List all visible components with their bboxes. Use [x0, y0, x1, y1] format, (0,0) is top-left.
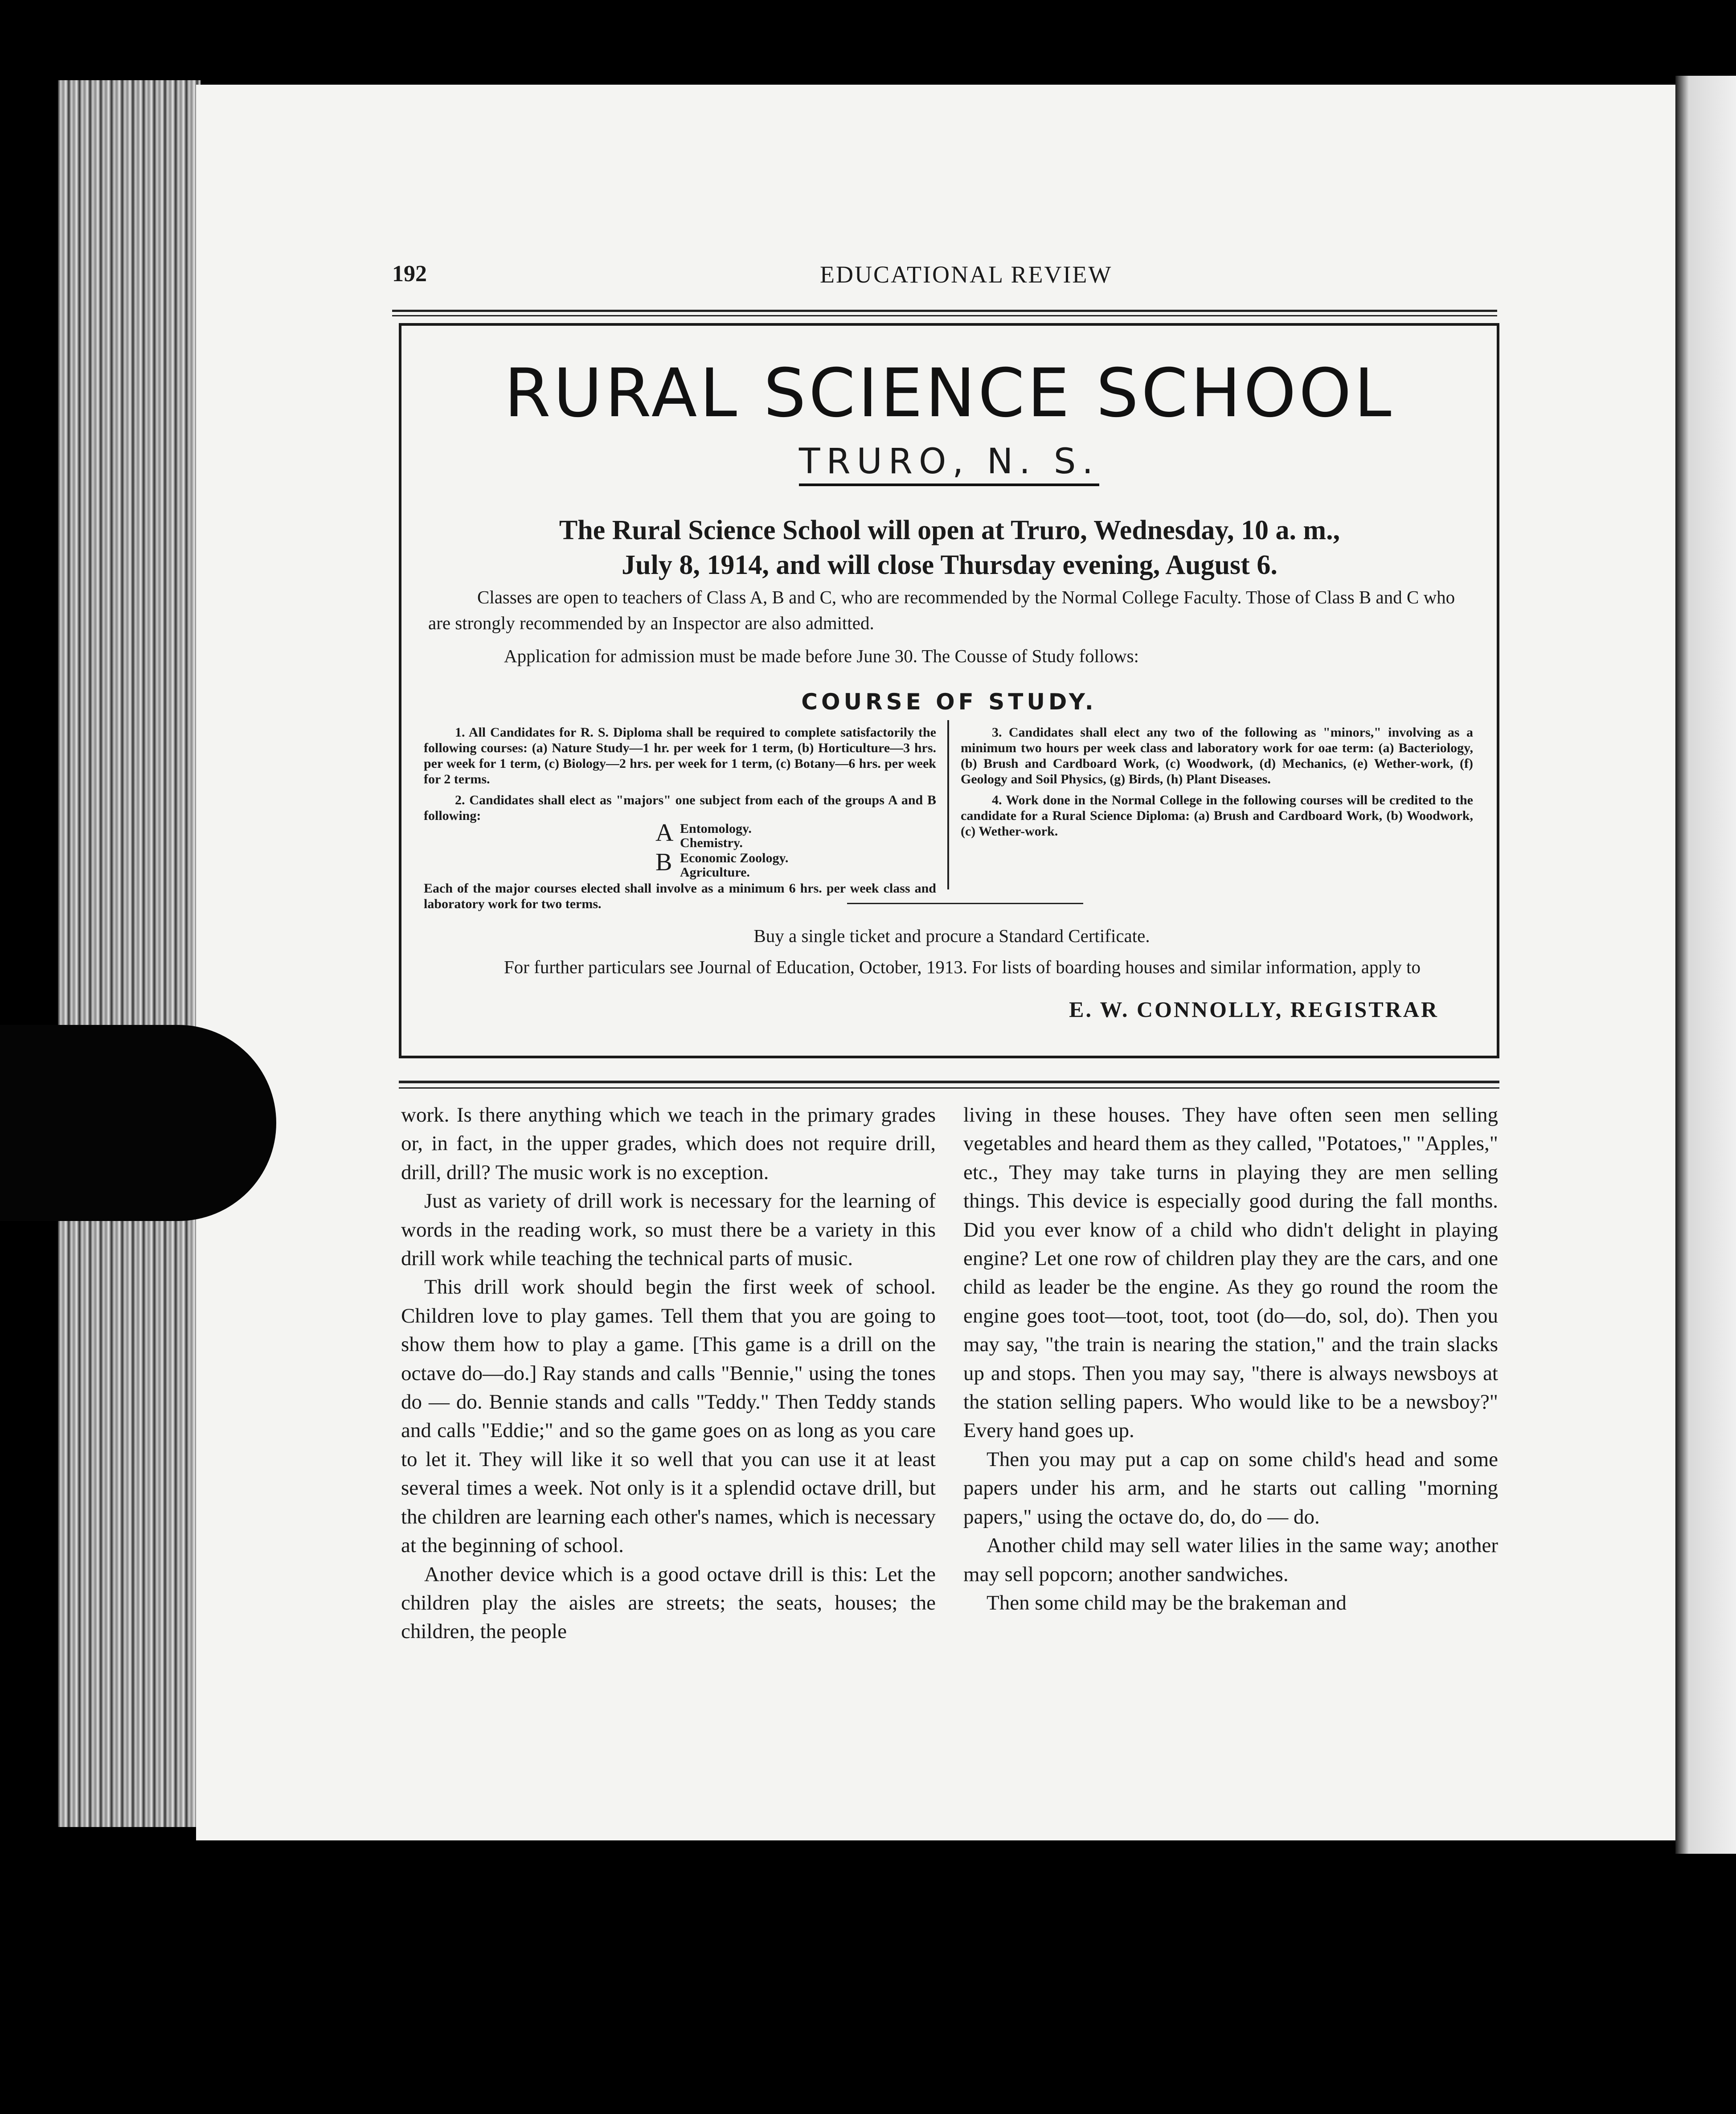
page-number: 192	[392, 261, 427, 287]
advert-particulars-line: For further particulars see Journal of Education, October, 1913. For lists of boarding houses and similar information, apply to	[504, 957, 1421, 977]
course-of-study-heading: COURSE OF STUDY.	[801, 689, 1097, 715]
article-paragraph: Then you may put a cap on some child's head and some papers under his arm, and he starts out calling "morning papers," using the octave do, do, do — do.	[963, 1447, 1498, 1528]
major-group-a	[655, 819, 936, 850]
advert-place	[401, 442, 1497, 482]
article-paragraph: living in these houses. They have often seen men selling vegetables and heard them as they called, "Potatoes," "Apples," etc., They may take turns in playing they are men selling things. This device is especially good during the fall months. Did you ever know of a child who didn't delight in playing engine? Let one row of children play they are the cars, and one child as leader be the engine. As they go round the room the engine goes toot—toot, toot, toot (do—do, sol, do). Then you may say, "the train is nearing the station," and the train slacks up and stops. Then you may say, "there is always newsboys at the station selling papers. Who would like to be a newsboy?" Every hand goes up.	[963, 1103, 1498, 1442]
advert-opening-dates	[428, 513, 1471, 582]
advert-ticket-line: Buy a single ticket and procure a Standard Certificate.	[753, 926, 1150, 946]
advert-title: RURAL SCIENCE SCHOOL	[504, 355, 1394, 432]
group-a-item: Chemistry.	[680, 836, 743, 850]
page-header	[392, 261, 1640, 296]
running-head: EDUCATIONAL REVIEW	[820, 261, 1113, 288]
course-item-3: 3. Candidates shall elect any two of the following as "minors," involving as a minimum two hours per week class and laboratory work for oae term: (a) Bacteriology, (b) Brush and Cardboard Work, (c) Woodwork, (d) Mechanics, (e) Wether-work, (f) Geology and Soil Physics, (g) Birds, (h) Plant Diseases.	[961, 725, 1473, 787]
article-paragraph: Another child may sell water lilies in the same way; another may sell popcorn; another sandwiches.	[963, 1534, 1498, 1586]
section-rule-top	[399, 1081, 1499, 1083]
advertisement-box	[399, 323, 1499, 1058]
facing-page-edge	[1675, 76, 1736, 1854]
advert-opening-line-1: The Rural Science School will open at Truro, Wednesday, 10 a. m.,	[559, 515, 1340, 545]
advert-short-rule	[847, 903, 1083, 904]
header-rule-bottom	[392, 315, 1497, 316]
article-paragraph: This drill work should begin the first week of school. Children love to play games. Tell them that you are going to show them how to play a game. [This game is a drill on the octave do—do.] Ray stands and calls "Bennie," using the tones do — do. Bennie stands and calls "Teddy." Then Teddy stands and calls "Eddie;" and so the game goes on as long as you care to let it. They will like it so well that you can use it at least several times a week. Not only is it a splendid octave drill, but the children are learning each other's names, which is necessary at the beginning of school.	[401, 1275, 936, 1557]
advert-registrar: E. W. CONNOLLY, REGISTRAR	[1069, 997, 1439, 1022]
course-item-1: 1. All Candidates for R. S. Diploma shall be required to complete satisfactorily the following courses: (a) Nature Study—1 hr. per week for 1 term, (b) Horticulture—3 hrs. per week for 1 term, (c) Biology—2 hrs. per week for 1 term, (c) Botany—6 hrs. per week for 2 terms.	[424, 725, 936, 787]
advert-place-text: TRURO, N. S.	[799, 442, 1099, 486]
advert-classes-paragraph: Classes are open to teachers of Class A, B and C, who are recommended by the Normal College Faculty. Those of Class B and C who are strongly recommended by an Inspector are also admitted.	[428, 587, 1455, 633]
article-paragraph: Then some child may be the brakeman and	[987, 1591, 1347, 1614]
group-b-letter: B	[655, 848, 672, 876]
section-rule-bottom	[399, 1087, 1499, 1089]
article-paragraph: work. Is there anything which we teach in the primary grades or, in fact, in the upper grades, which does not require drill, drill, drill? The music work is no exception.	[401, 1103, 936, 1184]
article-right-column	[963, 1101, 1498, 1617]
header-rule-top	[392, 310, 1497, 312]
book-page-edges	[58, 80, 201, 1827]
article-paragraph: Another device which is a good octave drill is this: Let the children play the aisles are streets; the seats, houses; the children, the people	[401, 1562, 936, 1643]
majors-groups	[655, 819, 936, 880]
group-b-item: Agriculture.	[680, 865, 750, 880]
group-a-item: Entomology.	[680, 821, 752, 836]
advert-application-paragraph: Application for admission must be made before June 30. The Cousse of Study follows:	[504, 646, 1139, 666]
advert-opening-line-2: July 8, 1914, and will close Thursday evening, August 6.	[622, 550, 1277, 580]
course-item-2-note: Each of the major courses elected shall involve as a minimum 6 hrs. per week class and laboratory work for two terms.	[424, 881, 936, 911]
article-paragraph: Just as variety of drill work is necessary for the learning of words in the reading work, so must there be a variety in this drill work while teaching the technical parts of music.	[401, 1189, 936, 1270]
major-group-b	[655, 848, 936, 880]
course-item-2-intro: 2. Candidates shall elect as "majors" one subject from each of the groups A and B following:	[424, 793, 936, 823]
course-left-column	[424, 725, 936, 917]
course-column-divider	[947, 720, 949, 889]
article-left-column	[401, 1101, 936, 1646]
group-a-letter: A	[655, 819, 674, 847]
course-right-column	[961, 725, 1473, 844]
scanner-thumb-shadow	[0, 1025, 276, 1221]
group-b-item: Economic Zoology.	[680, 851, 789, 865]
course-item-4: 4. Work done in the Normal College in the following courses will be credited to the candidate for a Rural Science Diploma: (a) Brush and Cardboard Work, (b) Woodwork, (c) Wether-work.	[961, 793, 1473, 839]
